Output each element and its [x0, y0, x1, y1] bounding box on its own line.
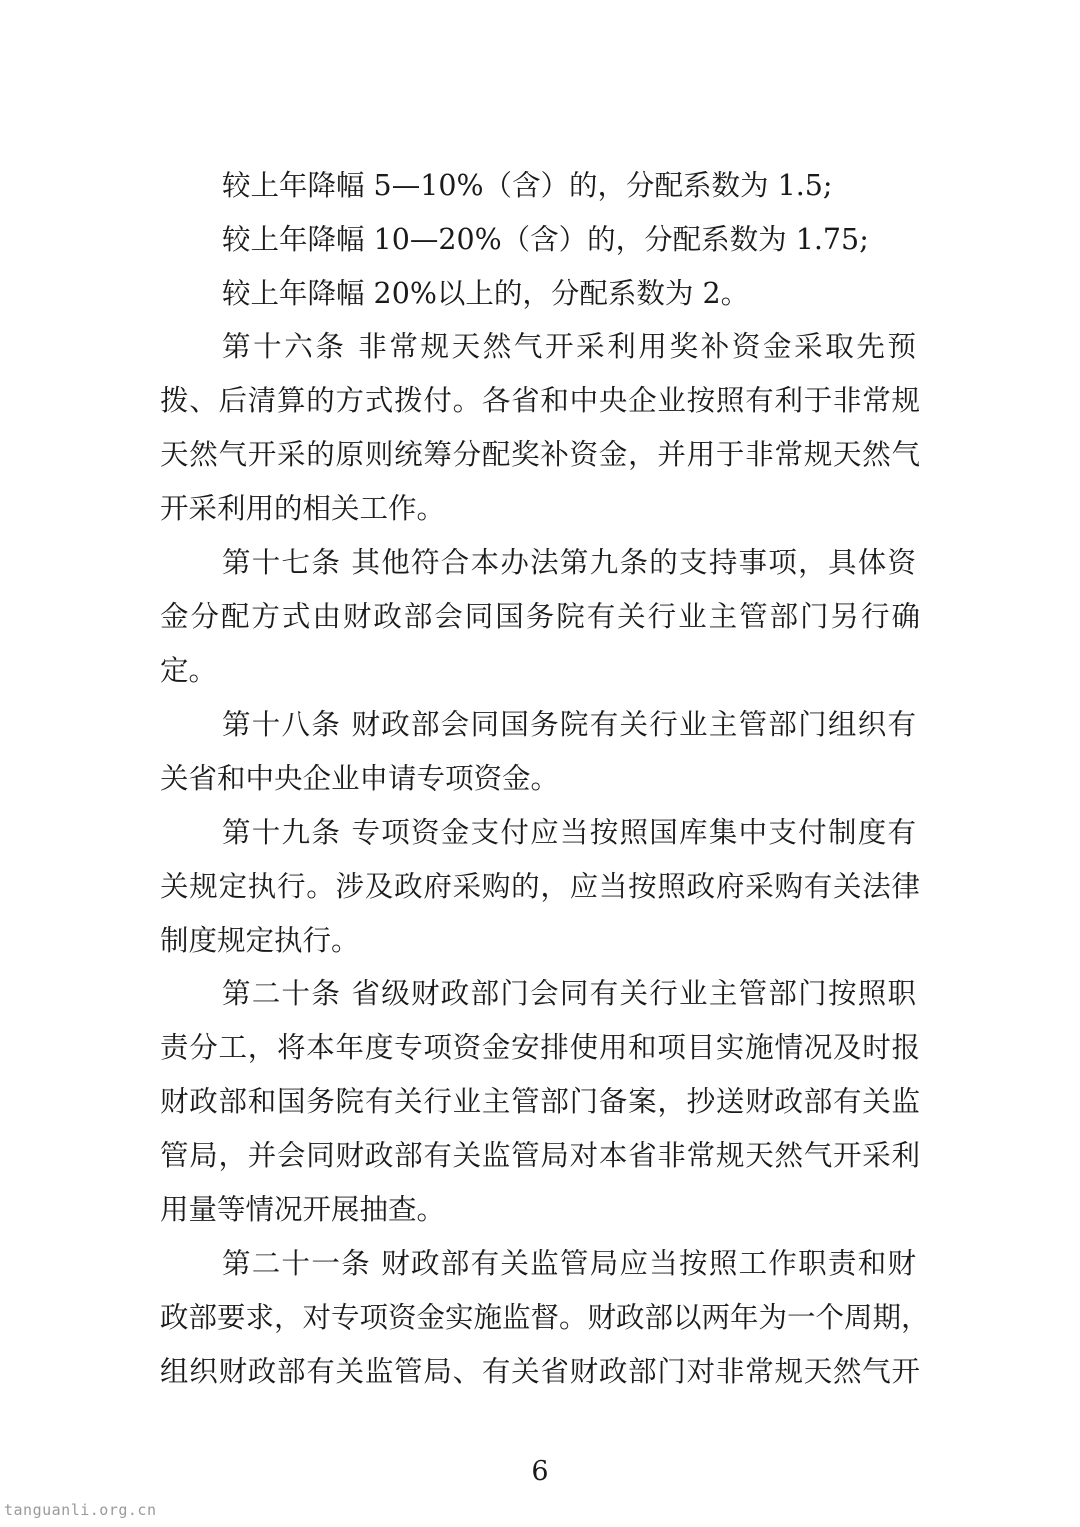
watermark: tanguanli.org.cn [4, 1501, 157, 1519]
text-line: 第十九条 专项资金支付应当按照国库集中支付制度有 [222, 816, 916, 849]
text-line: 金分配方式由财政部会同国务院有关行业主管部门另行确 [160, 600, 920, 633]
text-line: 第二十一条 财政部有关监管局应当按照工作职责和财 [222, 1247, 916, 1280]
text-line: 第十七条 其他符合本办法第九条的支持事项，具体资 [222, 546, 916, 579]
text-line: 较上年降幅 20%以上的，分配系数为 2。 [222, 277, 750, 310]
text-line: 制度规定执行。 [160, 924, 360, 957]
text-line: 关省和中央企业申请专项资金。 [160, 762, 560, 795]
text-line: 财政部和国务院有关行业主管部门备案，抄送财政部有关监 [160, 1085, 920, 1118]
text-line: 定。 [160, 654, 218, 687]
text-line: 责分工，将本年度专项资金安排使用和项目实施情况及时报 [160, 1031, 920, 1064]
text-line: 组织财政部有关监管局、有关省财政部门对非常规天然气开 [160, 1355, 920, 1388]
page-number: 6 [531, 1456, 549, 1487]
text-line: 管局，并会同财政部有关监管局对本省非常规天然气开采利 [160, 1139, 920, 1172]
text-line: 较上年降幅 10—20%（含）的，分配系数为 1.75; [222, 223, 869, 256]
text-line: 天然气开采的原则统筹分配奖补资金，并用于非常规天然气 [160, 438, 920, 471]
text-line: 第十八条 财政部会同国务院有关行业主管部门组织有 [222, 708, 916, 741]
text-line: 拨、后清算的方式拨付。各省和中央企业按照有利于非常规 [160, 384, 920, 417]
text-line: 关规定执行。涉及政府采购的，应当按照政府采购有关法律 [160, 870, 920, 903]
text-line: 第二十条 省级财政部门会同有关行业主管部门按照职 [222, 977, 916, 1010]
text-line: 较上年降幅 5—10%（含）的，分配系数为 1.5; [222, 169, 833, 202]
text-line: 开采利用的相关工作。 [160, 492, 446, 525]
text-line: 第十六条 非常规天然气开采利用奖补资金采取先预 [222, 330, 916, 363]
text-line: 政部要求，对专项资金实施监督。财政部以两年为一个周期， [160, 1301, 930, 1334]
text-line: 用量等情况开展抽查。 [160, 1193, 446, 1226]
